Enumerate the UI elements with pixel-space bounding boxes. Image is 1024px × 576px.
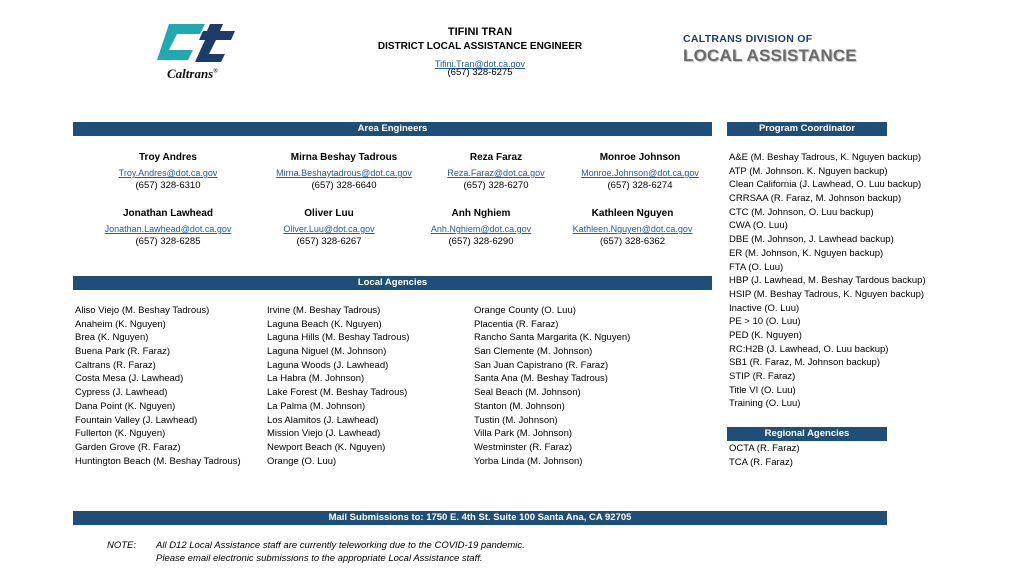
list-item: STIP (R. Faraz) (729, 371, 796, 382)
list-item: Orange (O. Luu) (267, 455, 337, 467)
list-item: Tustin (M. Johnson) (474, 414, 558, 426)
local-agencies-column-1 (75, 304, 265, 468)
list-item: RC:H2B (J. Lawhead, O. Luu backup) (729, 343, 889, 355)
list-item: Los Alamitos (J. Lawhead) (267, 414, 379, 426)
area-engineers-header: Area Engineers (73, 122, 712, 136)
engineer-email-link[interactable]: Anh.Nghiem@dot.ca.gov (430, 224, 532, 234)
engineer-phone: (657) 328-6267 (296, 236, 362, 247)
engineer-card (570, 151, 710, 193)
header-phone: (657) 328-6275 (447, 67, 513, 78)
header-title: DISTRICT LOCAL ASSISTANCE ENGINEER (377, 41, 583, 52)
list-item: Buena Park (R. Faraz) (75, 346, 171, 358)
engineer-email-link[interactable]: Jonathan.Lawhead@dot.ca.gov (104, 224, 232, 234)
list-item: Aliso Viejo (M. Beshay Tadrous) (75, 305, 210, 316)
list-item: Title VI (O. Luu) (729, 384, 796, 396)
engineer-name: Anh Nghiem (451, 208, 511, 219)
list-item: Seal Beach (M. Johnson) (474, 387, 581, 399)
list-item: Irvine (M. Beshay Tadrous) (267, 305, 381, 316)
list-item: Garden Grove (R. Faraz) (75, 441, 181, 453)
list-item: Inactive (O. Luu) (729, 302, 800, 314)
list-item: FTA (O. Luu) (729, 261, 784, 273)
list-item: OCTA (R. Faraz) (729, 443, 800, 454)
engineer-name: Kathleen Nguyen (591, 208, 674, 219)
list-item: PED (K. Nguyen) (729, 329, 802, 341)
engineer-phone: (657) 328-6640 (311, 180, 377, 191)
list-item: CRRSAA (R. Faraz, M. Johnson backup) (729, 193, 902, 205)
program-coordinator-header: Program Coordinator (727, 122, 887, 136)
local-agencies-column-2 (267, 304, 467, 468)
engineer-phone: (657) 328-6274 (607, 180, 673, 191)
list-item: TCA (R. Faraz) (729, 456, 793, 468)
engineer-phone: (657) 328-6362 (600, 236, 665, 247)
list-item: La Palma (M. Johnson) (267, 400, 366, 412)
engineer-name: Reza Faraz (469, 152, 523, 163)
list-item: Mission Viejo (J. Lawhead) (267, 428, 381, 440)
list-item: San Clemente (M. Johnson) (474, 346, 593, 358)
engineer-card (426, 151, 566, 193)
list-item: Clean California (J. Lawhead, O. Luu backup) (729, 179, 922, 191)
list-item: Huntington Beach (M. Beshay Tadrous) (75, 455, 241, 467)
mail-submissions-bar: Mail Submissions to: 1750 E. 4th St. Suite 100 Santa Ana, CA 92705 (73, 511, 887, 525)
list-item: Caltrans (R. Faraz) (75, 359, 156, 371)
regional-agencies-header: Regional Agencies (727, 427, 887, 441)
list-item: Lake Forest (M. Beshay Tadrous) (267, 387, 408, 399)
list-item: HBP (J. Lawhead, M. Beshay Tardous backup) (729, 275, 926, 287)
division-logo-line2: LOCAL ASSISTANCE (683, 46, 857, 65)
list-item: Laguna Woods (J. Lawhead) (267, 359, 389, 371)
list-item: CWA (O. Luu) (729, 220, 788, 232)
list-item: ER (M. Johnson, K. Nguyen backup) (729, 247, 884, 259)
note-label: NOTE: (107, 540, 137, 551)
engineer-email-link[interactable]: Mirna.Beshaytadrous@dot.ca.gov (276, 168, 412, 178)
list-item: Dana Point (K. Nguyen) (75, 400, 176, 412)
header-email-link[interactable]: Tifini.Tran@dot.ca.gov (434, 59, 525, 69)
division-logo (683, 33, 873, 73)
local-agencies-header: Local Agencies (73, 276, 712, 290)
list-item: Villa Park (M. Johnson) (474, 428, 573, 440)
list-item: HSIP (M. Beshay Tadrous, K. Nguyen backup) (729, 288, 925, 300)
division-logo-line1: CALTRANS DIVISION OF (683, 33, 813, 45)
list-item: Cypress (J. Lawhead) (75, 387, 168, 399)
engineer-email-link[interactable]: Oliver.Luu@dot.ca.gov (283, 224, 375, 234)
engineer-name: Monroe Johnson (599, 152, 681, 163)
engineer-card (264, 151, 424, 193)
list-item: Placentia (R. Faraz) (474, 318, 559, 330)
engineer-phone: (657) 328-6310 (135, 180, 201, 191)
list-item: Anaheim (K. Nguyen) (75, 318, 166, 330)
engineer-name: Jonathan Lawhead (122, 208, 213, 219)
list-item: Laguna Niguel (M. Johnson) (267, 346, 387, 358)
list-item: Stanton (M. Johnson) (474, 400, 565, 412)
engineer-card (98, 151, 238, 193)
list-item: Santa Ana (M. Beshay Tadrous) (474, 373, 608, 385)
engineer-card (560, 207, 705, 249)
engineer-card (264, 207, 394, 249)
list-item: Orange County (O. Luu) (474, 305, 576, 316)
local-agencies-column-3 (474, 304, 704, 468)
caltrans-logo-mark-icon (155, 18, 240, 66)
engineer-name: Mirna Beshay Tadrous (290, 152, 398, 163)
list-item: Yorba Linda (M. Johnson) (474, 455, 583, 467)
note-line-2: Please email electronic submissions to the appropriate Local Assistance staff. (156, 553, 483, 564)
list-item: Laguna Beach (K. Nguyen) (267, 318, 382, 330)
caltrans-logo (155, 18, 240, 88)
caltrans-wordmark: Caltrans® (167, 66, 218, 81)
regional-agencies-list (729, 442, 889, 469)
list-item: Costa Mesa (J. Lawhead) (75, 373, 184, 385)
list-item: Westminster (R. Faraz) (474, 441, 573, 453)
engineer-card (411, 207, 551, 249)
engineer-phone: (657) 328-6290 (448, 236, 514, 247)
engineer-email-link[interactable]: Kathleen.Nguyen@dot.ca.gov (572, 224, 693, 234)
engineer-email-link[interactable]: Troy.Andres@dot.ca.gov (118, 168, 218, 178)
engineer-email-link[interactable]: Monroe.Johnson@dot.ca.gov (581, 168, 699, 178)
header-name: TIFINI TRAN (447, 26, 513, 38)
engineer-name: Oliver Luu (304, 208, 354, 219)
engineer-card (98, 207, 238, 249)
engineer-phone: (657) 328-6270 (463, 180, 529, 191)
engineer-name: Troy Andres (139, 152, 197, 163)
note-line-1: All D12 Local Assistance staff are currently teleworking due to the COVID-19 pandemic. (156, 540, 525, 551)
list-item: PE > 10 (O. Luu) (729, 316, 801, 328)
engineer-email-link[interactable]: Reza.Faraz@dot.ca.gov (447, 168, 545, 178)
program-coordinator-list (729, 151, 1009, 411)
list-item: CTC (M. Johnson, O. Luu backup) (729, 206, 874, 218)
list-item: A&E (M. Beshay Tadrous, K. Nguyen backup) (729, 152, 922, 163)
list-item: ATP (M. Johnson. K. Nguyen backup) (729, 165, 888, 177)
list-item: Rancho Santa Margarita (K. Nguyen) (474, 332, 631, 344)
list-item: SB1 (R. Faraz, M. Johnson backup) (729, 357, 881, 369)
engineer-phone: (657) 328-6285 (135, 236, 201, 247)
list-item: Training (O. Luu) (729, 398, 801, 410)
list-item: Brea (K. Nguyen) (75, 332, 149, 344)
list-item: Laguna Hills (M. Beshay Tadrous) (267, 332, 410, 344)
list-item: La Habra (M. Johnson) (267, 373, 365, 385)
list-item: DBE (M. Johnson, J. Lawhead backup) (729, 234, 894, 246)
list-item: San Juan Capistrano (R. Faraz) (474, 359, 609, 371)
list-item: Newport Beach (K. Nguyen) (267, 441, 386, 453)
list-item: Fullerton (K. Nguyen) (75, 428, 166, 440)
list-item: Fountain Valley (J. Lawhead) (75, 414, 198, 426)
